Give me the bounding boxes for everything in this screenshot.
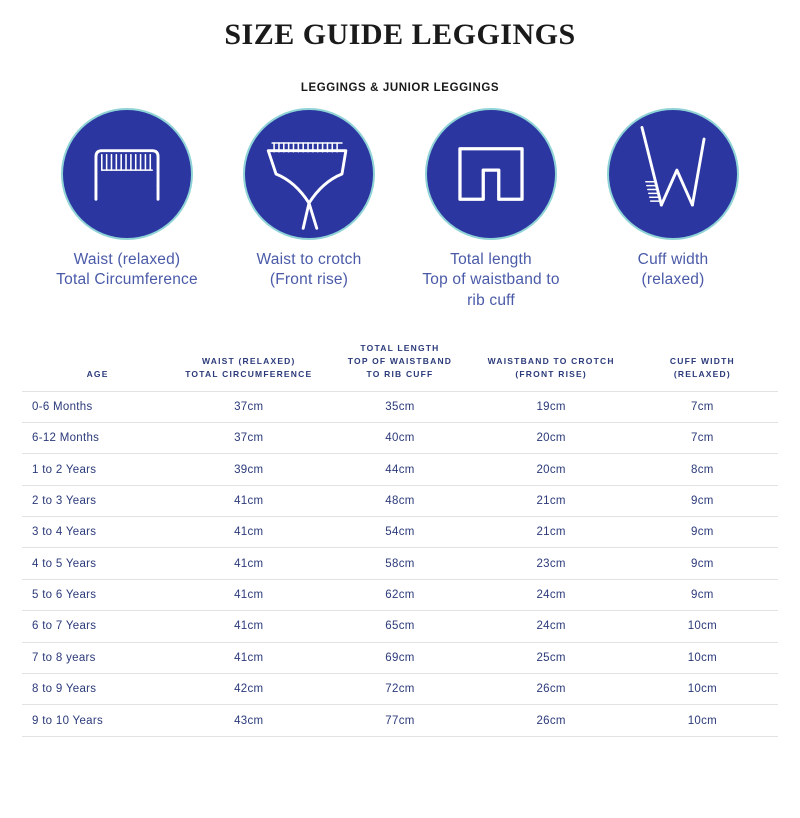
cell-waist: 39cm	[173, 454, 324, 485]
cell-waistband-to-crotch: 25cm	[476, 642, 627, 673]
cell-total-length: 58cm	[324, 548, 475, 579]
size-table-head	[22, 341, 778, 391]
table-row	[22, 517, 778, 548]
icon-circle-waist-relaxed	[61, 108, 193, 240]
cell-total-length: 35cm	[324, 391, 475, 422]
cell-waistband-to-crotch: 21cm	[476, 485, 627, 516]
cell-waist: 41cm	[173, 579, 324, 610]
caption-line-2: Top of waistband to	[422, 271, 560, 289]
cell-waistband-to-crotch: 24cm	[476, 579, 627, 610]
cell-cuff-width: 9cm	[627, 517, 778, 548]
header-line: WAISTBAND TO CROTCH	[487, 356, 615, 367]
icon-circle-waist-to-crotch	[243, 108, 375, 240]
cell-cuff-width: 9cm	[627, 579, 778, 610]
cell-age: 8 to 9 Years	[22, 673, 173, 704]
measurement-caption-waist-to-crotch	[257, 250, 362, 291]
measurement-block-waist-relaxed	[47, 108, 207, 291]
cell-total-length: 62cm	[324, 579, 475, 610]
cell-cuff-width: 10cm	[627, 611, 778, 642]
measurement-caption-total-length	[422, 250, 559, 311]
caption-line-1: Cuff width	[637, 251, 709, 268]
header-line: WAIST (RELAXED)	[202, 356, 296, 367]
cuff-width-icon	[609, 108, 737, 240]
cell-total-length: 69cm	[324, 642, 475, 673]
cell-age: 2 to 3 Years	[22, 485, 173, 516]
cell-total-length: 44cm	[324, 454, 475, 485]
header-line: TO RIB CUFF	[366, 368, 434, 379]
table-row	[22, 422, 778, 453]
cell-waist: 37cm	[173, 422, 324, 453]
table-row	[22, 548, 778, 579]
header-line: TOTAL CIRCUMFERENCE	[185, 368, 313, 379]
measurement-block-total-length	[411, 108, 571, 311]
size-table	[22, 341, 778, 736]
measurement-caption-cuff-width	[638, 250, 709, 291]
cell-waist: 41cm	[173, 642, 324, 673]
cell-waistband-to-crotch: 21cm	[476, 517, 627, 548]
cell-waist: 42cm	[173, 673, 324, 704]
table-row	[22, 454, 778, 485]
cell-age: 0-6 Months	[22, 391, 173, 422]
icon-circle-total-length	[425, 108, 557, 240]
cell-waistband-to-crotch: 20cm	[476, 422, 627, 453]
header-line: AGE	[86, 368, 109, 379]
col-header-total-length	[324, 341, 475, 391]
cell-cuff-width: 8cm	[627, 454, 778, 485]
cell-age: 3 to 4 Years	[22, 517, 173, 548]
table-row	[22, 485, 778, 516]
size-table-wrapper	[0, 341, 800, 736]
cell-cuff-width: 10cm	[627, 705, 778, 736]
caption-line-1: Total length	[450, 251, 532, 268]
cell-age: 9 to 10 Years	[22, 705, 173, 736]
header-line: CUFF WIDTH	[669, 356, 735, 367]
cell-age: 7 to 8 years	[22, 642, 173, 673]
table-row	[22, 391, 778, 422]
caption-line-3: rib cuff	[467, 291, 515, 309]
measurement-icon-row	[0, 108, 800, 311]
size-table-body	[22, 391, 778, 736]
cell-age: 1 to 2 Years	[22, 454, 173, 485]
waist-to-crotch-icon	[245, 108, 373, 240]
caption-line-2: (relaxed)	[641, 271, 705, 289]
cell-waist: 41cm	[173, 611, 324, 642]
header-line: (FRONT RISE)	[515, 368, 587, 379]
measurement-caption-waist-relaxed	[56, 250, 198, 291]
cell-total-length: 40cm	[324, 422, 475, 453]
caption-line-2: Total Circumference	[56, 271, 198, 289]
table-header-row	[22, 341, 778, 391]
waist-relaxed-icon	[63, 108, 191, 240]
total-length-icon	[427, 108, 555, 240]
size-guide-page	[0, 18, 800, 818]
cell-cuff-width: 7cm	[627, 391, 778, 422]
cell-total-length: 48cm	[324, 485, 475, 516]
cell-cuff-width: 7cm	[627, 422, 778, 453]
cell-age: 6 to 7 Years	[22, 611, 173, 642]
cell-total-length: 65cm	[324, 611, 475, 642]
measurement-block-cuff-width	[593, 108, 753, 291]
cell-waist: 41cm	[173, 485, 324, 516]
cell-age: 4 to 5 Years	[22, 548, 173, 579]
measurement-block-waist-to-crotch	[229, 108, 389, 291]
cell-waistband-to-crotch: 26cm	[476, 673, 627, 704]
col-header-cuff-width	[627, 341, 778, 391]
cell-waist: 41cm	[173, 548, 324, 579]
header-line: (RELAXED)	[673, 368, 731, 379]
cell-waistband-to-crotch: 20cm	[476, 454, 627, 485]
cell-waist: 37cm	[173, 391, 324, 422]
cell-waistband-to-crotch: 26cm	[476, 705, 627, 736]
cell-waistband-to-crotch: 19cm	[476, 391, 627, 422]
cell-cuff-width: 9cm	[627, 548, 778, 579]
cell-cuff-width: 10cm	[627, 642, 778, 673]
caption-line-1: Waist (relaxed)	[73, 251, 181, 268]
cell-total-length: 54cm	[324, 517, 475, 548]
col-header-age	[22, 341, 173, 391]
header-line: TOP OF WAISTBAND	[347, 356, 453, 367]
header-line: TOTAL LENGTH	[360, 343, 440, 354]
table-row	[22, 611, 778, 642]
cell-cuff-width: 10cm	[627, 673, 778, 704]
cell-waist: 41cm	[173, 517, 324, 548]
caption-line-2: (Front rise)	[269, 271, 349, 289]
table-row	[22, 642, 778, 673]
cell-cuff-width: 9cm	[627, 485, 778, 516]
page-title: SIZE GUIDE LEGGINGS	[224, 18, 576, 51]
icon-circle-cuff-width	[607, 108, 739, 240]
table-row	[22, 705, 778, 736]
table-row	[22, 673, 778, 704]
col-header-waistband-to-crotch	[476, 341, 627, 391]
cell-age: 6-12 Months	[22, 422, 173, 453]
cell-age: 5 to 6 Years	[22, 579, 173, 610]
col-header-waist	[173, 341, 324, 391]
cell-total-length: 72cm	[324, 673, 475, 704]
table-row	[22, 579, 778, 610]
page-subtitle: LEGGINGS & JUNIOR LEGGINGS	[300, 82, 500, 94]
cell-waistband-to-crotch: 23cm	[476, 548, 627, 579]
cell-waistband-to-crotch: 24cm	[476, 611, 627, 642]
cell-total-length: 77cm	[324, 705, 475, 736]
caption-line-1: Waist to crotch	[256, 251, 362, 268]
cell-waist: 43cm	[173, 705, 324, 736]
